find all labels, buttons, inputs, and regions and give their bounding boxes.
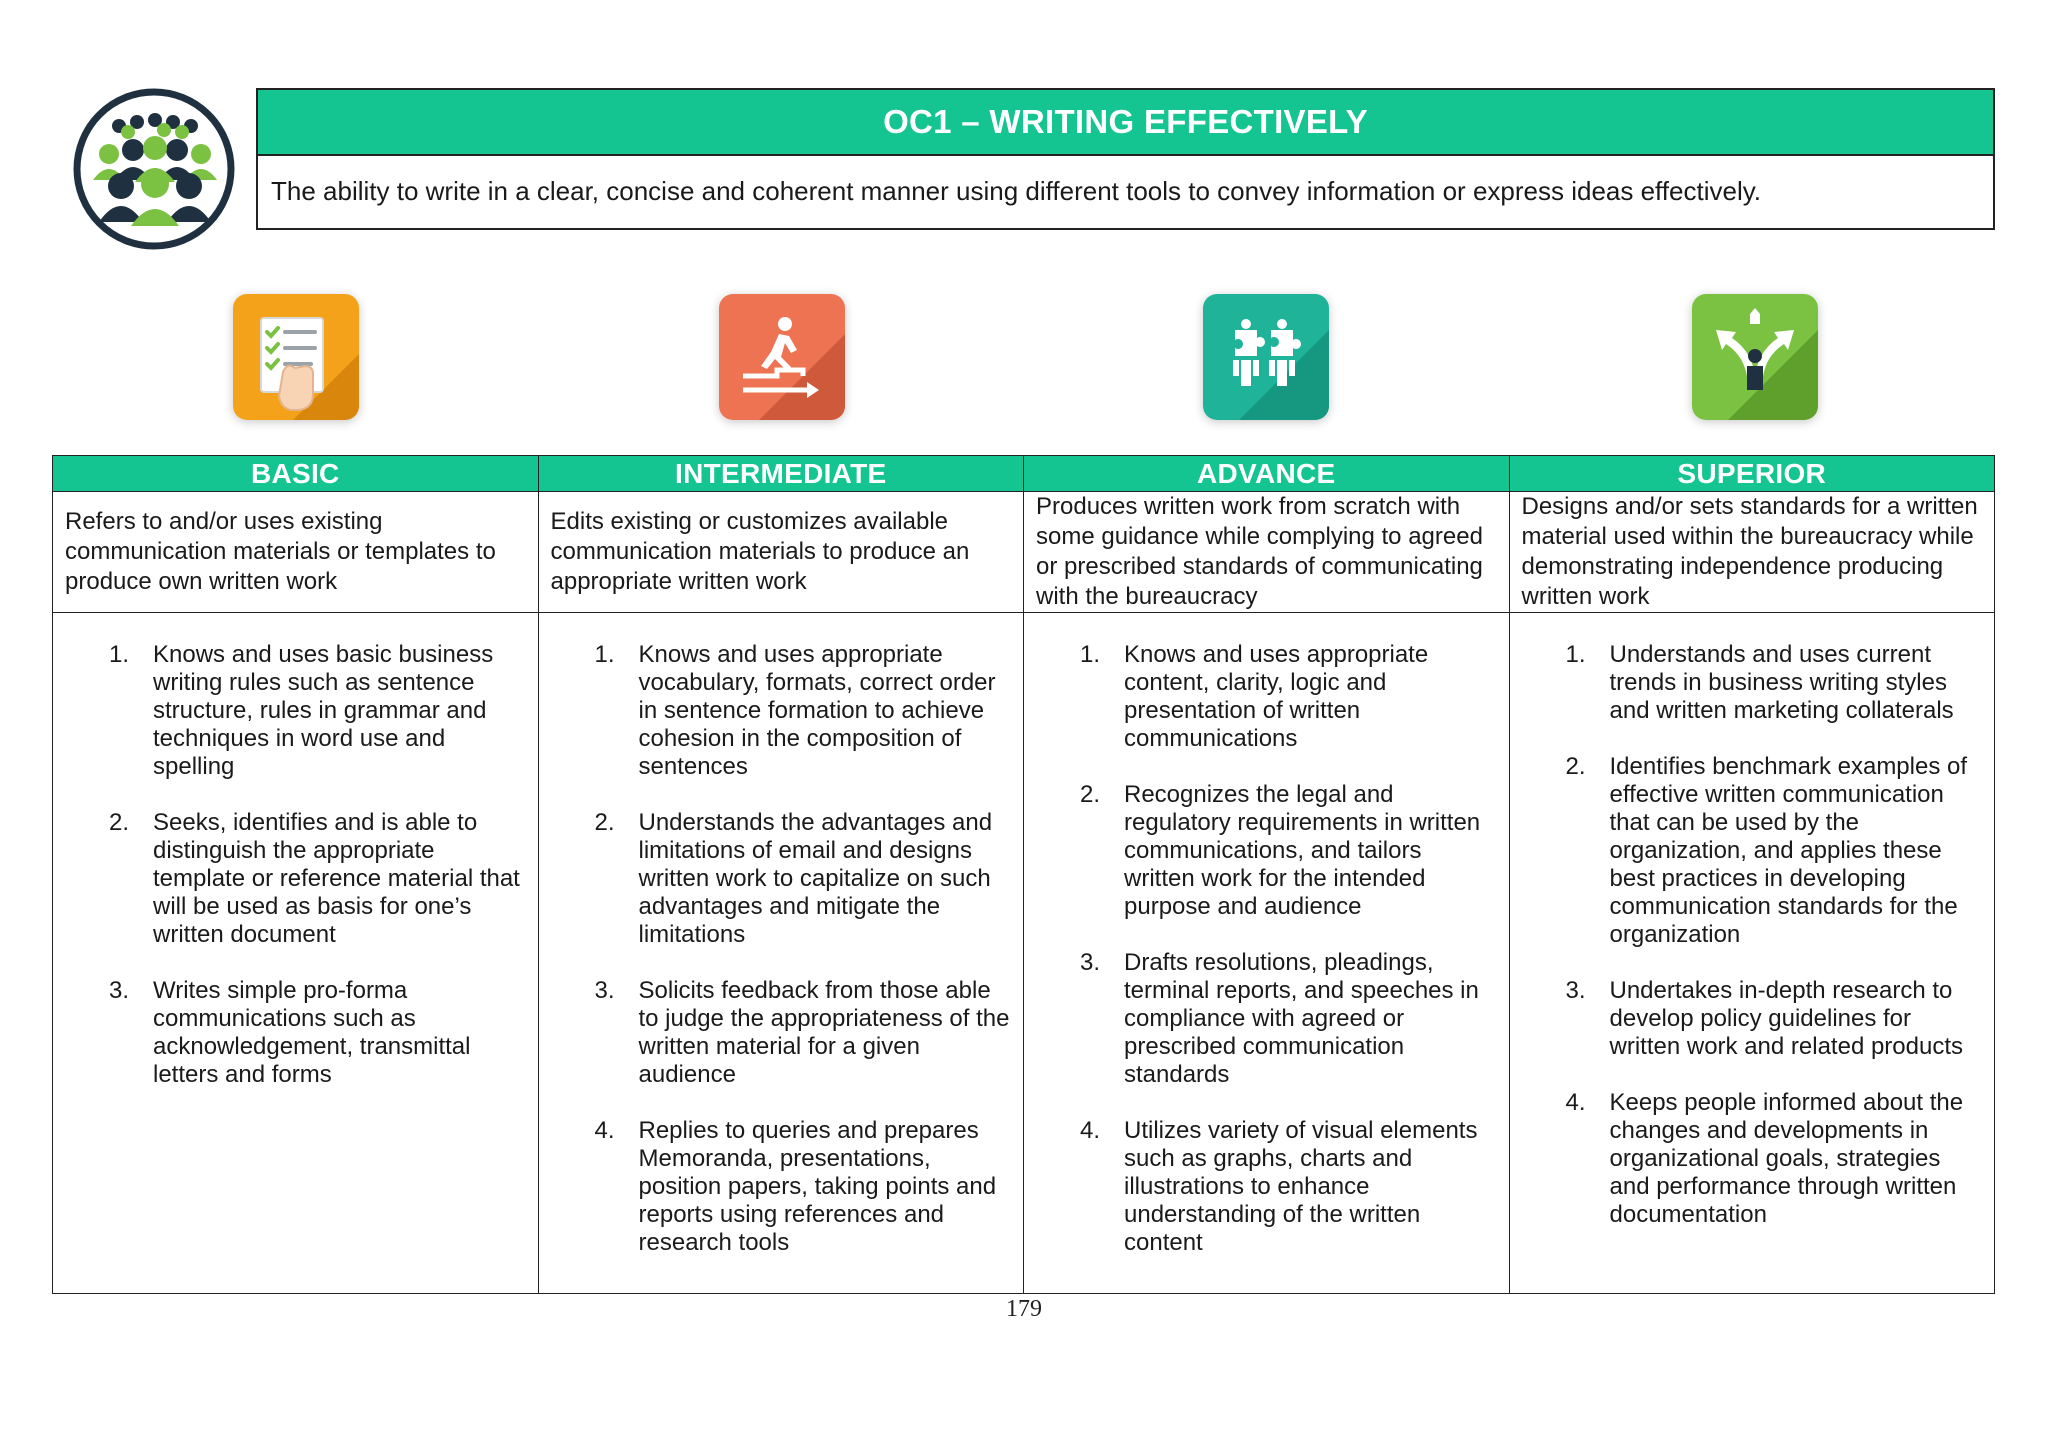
- stairs-walker-icon: [719, 294, 845, 420]
- puzzle-people-icon: [1203, 294, 1329, 420]
- list-item: [1522, 641, 1983, 725]
- list-item: [551, 1117, 1012, 1257]
- levels-indicators-row: [53, 613, 1995, 1294]
- item-number: 3.: [1565, 977, 1586, 1004]
- item-text: Replies to queries and prepares Memoranda, presentations, position papers, taking points and reports using references and research tools: [638, 1117, 997, 1256]
- item-number: 4.: [1080, 1117, 1101, 1144]
- item-text: Understands and uses current trends in business writing styles and written marketing collaterals: [1609, 641, 1954, 724]
- item-text: Identifies benchmark examples of effective written communication that can be used by the organization, and applies these best practices in developing communication standards for the organization: [1609, 753, 1968, 948]
- level-definition-basic: Refers to and/or uses existing communication materials or templates to produce own written work: [53, 492, 539, 613]
- item-number: 3.: [109, 977, 130, 1004]
- level-indicators-intermediate: [538, 613, 1024, 1294]
- item-text: Understands the advantages and limitations of email and designs written work to capitalize on such advantages and mitigate the limitations: [638, 809, 993, 948]
- level-indicators-superior: [1509, 613, 1995, 1294]
- level-header-superior: SUPERIOR: [1509, 456, 1995, 492]
- crossroads-arrows-icon: [1692, 294, 1818, 420]
- list-item: [1522, 753, 1983, 949]
- list-item: [1522, 977, 1983, 1061]
- item-number: 1.: [1565, 641, 1586, 668]
- list-item: [1036, 641, 1497, 753]
- item-number: 3.: [1080, 949, 1101, 976]
- item-text: Knows and uses appropriate vocabulary, formats, correct order in sentence formation to achieve cohesion in the composition of sentences: [638, 641, 996, 780]
- level-definition-advance: Produces written work from scratch with some guidance while complying to agreed or prescribed standards of communicating with the bureaucracy: [1024, 492, 1510, 613]
- list-item: [65, 809, 526, 949]
- level-definition-superior: Designs and/or sets standards for a written material used within the bureaucracy while demonstrating independence producing written work: [1509, 492, 1995, 613]
- item-number: 2.: [1565, 753, 1586, 780]
- list-item: [1522, 1089, 1983, 1229]
- item-text: Keeps people informed about the changes and developments in organizational goals, strategies and performance through written documentation: [1609, 1089, 1964, 1228]
- list-item: [1036, 1117, 1497, 1257]
- indicator-list: [1036, 641, 1497, 1257]
- item-text: Writes simple pro-forma communications such as acknowledgement, transmittal letters and forms: [153, 977, 471, 1088]
- level-indicators-advance: [1024, 613, 1510, 1294]
- list-item: [1036, 949, 1497, 1089]
- item-text: Solicits feedback from those able to judge the appropriateness of the written material for a given audience: [638, 977, 1010, 1088]
- level-header-basic: BASIC: [53, 456, 539, 492]
- item-number: 4.: [1565, 1089, 1586, 1116]
- list-item: [65, 641, 526, 781]
- item-text: Knows and uses basic business writing rules such as sentence structure, rules in grammar and techniques in word use and spelling: [153, 641, 494, 780]
- list-item: [65, 977, 526, 1089]
- item-number: 2.: [594, 809, 615, 836]
- level-header-advance: ADVANCE: [1024, 456, 1510, 492]
- level-header-intermediate: INTERMEDIATE: [538, 456, 1024, 492]
- list-item: [551, 977, 1012, 1089]
- item-number: 1.: [109, 641, 130, 668]
- indicator-list: [551, 641, 1012, 1257]
- item-text: Drafts resolutions, pleadings, terminal reports, and speeches in compliance with agreed or prescribed communication standards: [1124, 949, 1479, 1088]
- item-text: Utilizes variety of visual elements such as graphs, charts and illustrations to enhance understanding of the written content: [1124, 1117, 1478, 1256]
- competency-title: OC1 – WRITING EFFECTIVELY: [258, 90, 1993, 156]
- competency-header: [256, 88, 1995, 230]
- indicator-list: [1522, 641, 1983, 1229]
- item-number: 2.: [1080, 781, 1101, 808]
- levels-header-row: [53, 456, 1995, 492]
- item-text: Seeks, identifies and is able to distinguish the appropriate template or reference material that will be used as basis for one’s written document: [153, 809, 520, 948]
- levels-definition-row: [53, 492, 1995, 613]
- item-number: 3.: [594, 977, 615, 1004]
- competency-description: The ability to write in a clear, concise and coherent manner using different tools to convey information or express ideas effectively.: [271, 176, 1762, 206]
- item-text: Knows and uses appropriate content, clarity, logic and presentation of written communications: [1124, 641, 1429, 752]
- proficiency-levels-table: [52, 455, 1995, 1294]
- item-text: Undertakes in-depth research to develop policy guidelines for written work and related products: [1609, 977, 1964, 1060]
- list-item: [551, 641, 1012, 781]
- people-group-icon: [73, 88, 235, 250]
- item-number: 4.: [594, 1117, 615, 1144]
- item-text: Recognizes the legal and regulatory requirements in written communications, and tailors written work for the intended purpose and audience: [1124, 781, 1481, 920]
- indicator-list: [65, 641, 526, 1089]
- list-item: [551, 809, 1012, 949]
- list-item: [1036, 781, 1497, 921]
- checklist-hand-icon: [233, 294, 359, 420]
- item-number: 1.: [594, 641, 615, 668]
- item-number: 2.: [109, 809, 130, 836]
- level-indicators-basic: [53, 613, 539, 1294]
- item-number: 1.: [1080, 641, 1101, 668]
- page-number: 179: [1006, 1296, 1042, 1322]
- level-definition-intermediate: Edits existing or customizes available communication materials to produce an appropriate written work: [538, 492, 1024, 613]
